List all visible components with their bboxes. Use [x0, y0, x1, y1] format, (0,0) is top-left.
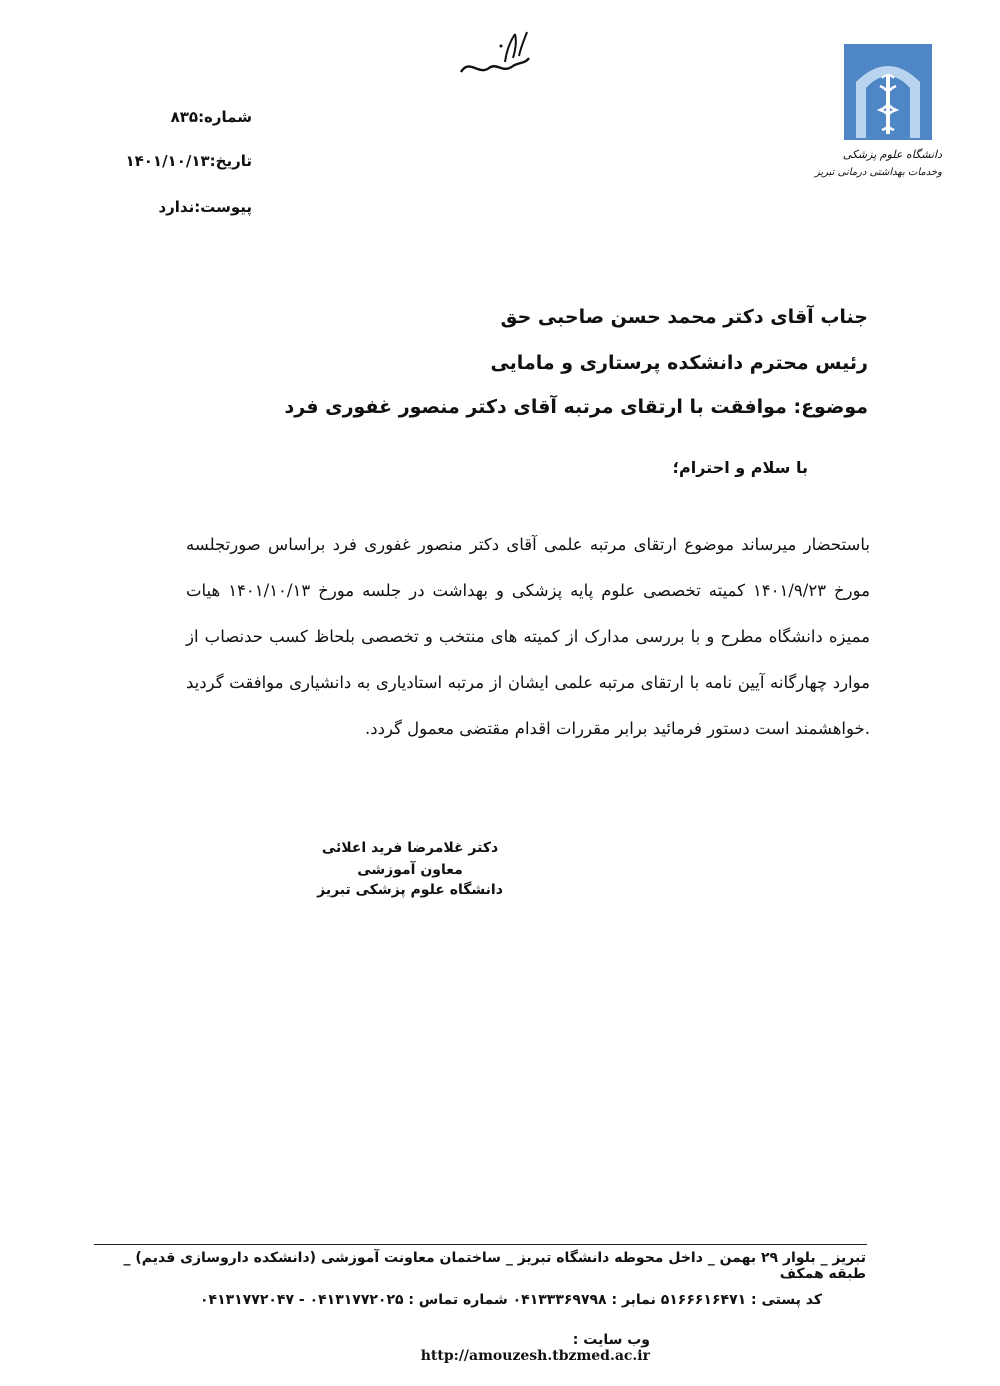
footer-website-label: وب سایت : [572, 1332, 650, 1348]
letter-subject: موضوع: موافقت با ارتقای مرتبه آقای دکتر منصور غفوری فرد [284, 396, 868, 418]
signatory-university: دانشگاه علوم پزشکی تبریز [317, 882, 503, 898]
greeting: با سلام و احترام؛ [672, 458, 808, 477]
signatory-name: دکتر غلامرضا فرید اعلائی [321, 840, 499, 856]
addressee-name: جناب آقای دکتر محمد حسن صاحبی حق [500, 306, 868, 328]
addressee-title: رئیس محترم دانشکده پرستاری و مامایی [490, 352, 868, 374]
handwritten-signature-icon [455, 28, 535, 80]
logo-caption-line1: دانشگاه علوم پزشکی [842, 148, 942, 161]
footer-divider [94, 1244, 867, 1245]
footer-website-link[interactable]: http://amouzesh.tbzmed.ac.ir [420, 1348, 650, 1364]
letter-body: باستحضار میرساند موضوع ارتقای مرتبه علمی آقای دکتر منصور غفوری فرد براساس صورتجلسه مورخ ۱۴۰۱/۹/۲۳ کمیته تخصصی علوم پایه پزشکی و بهداشت در جلسه مورخ ۱۴۰۱/۱۰/۱۳ هیات ممیزه دانشگاه مطرح و با بررسی مدارک از کمیته های منتخب و تخصصی بلحاظ کسب حدنصاب از موارد چهارگانه آیین نامه با ارتقای مرتبه علمی ایشان از مرتبه استادیاری به دانشیاری موافقت گردید .خواهشمند است دستور فرمائید برابر مقررات اقدام مقتضی معمول گردد. [186, 535, 870, 738]
logo-caption [814, 146, 942, 182]
letter-attachment: پیوست:ندارد [158, 198, 252, 216]
logo-caption-line2: وخدمات بهداشتی درمانی تبریز [814, 167, 942, 178]
signatory-role: معاون آموزشی [357, 862, 463, 878]
university-logo [814, 42, 942, 202]
letter-date: تاریخ:۱۴۰۱/۱۰/۱۳ [125, 152, 252, 170]
letter-number: شماره:۸۳۵ [170, 108, 252, 126]
footer-address: تبریز _ بلوار ۲۹ بهمن _ داخل محوطه دانشگاه تبریز _ ساختمان معاونت آموزشی (دانشکده داروسازی قدیم) _ طبقه همکف [123, 1250, 866, 1282]
university-emblem-icon [842, 42, 934, 142]
footer-website [330, 1332, 650, 1364]
footer-contact: کد پستی : ۵۱۶۶۶۱۶۴۷۱ نمابر : ۰۴۱۳۳۳۶۹۷۹۸ شماره تماس : ۰۴۱۳۱۷۷۲۰۲۵ - ۰۴۱۳۱۷۷۲۰۴۷ [200, 1292, 822, 1308]
